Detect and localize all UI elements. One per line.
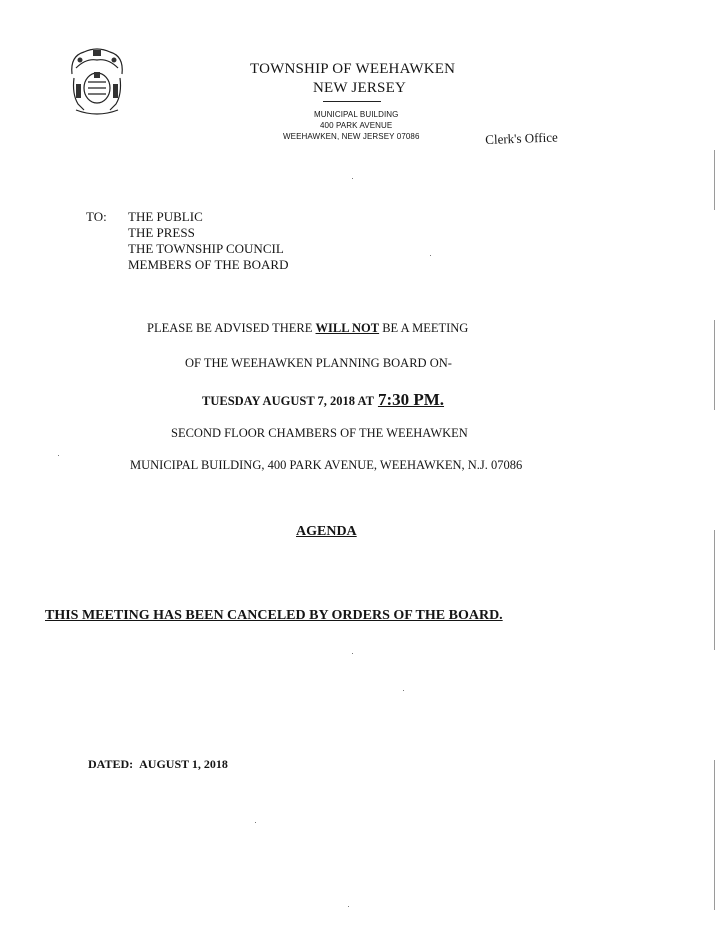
dated-label: DATED:: [88, 757, 134, 771]
notice-line-2: OF THE WEEHAWKEN PLANNING BOARD ON-: [185, 356, 452, 370]
dated-line: [88, 757, 228, 772]
meeting-time: 7:30 PM.: [377, 390, 445, 409]
scan-speck: [348, 906, 349, 907]
scan-speck: [403, 690, 404, 691]
meeting-date: TUESDAY AUGUST 7, 2018 AT: [202, 394, 374, 408]
scan-edge-mark: [714, 320, 715, 410]
scan-edge-mark: [714, 150, 715, 210]
notice-line-1-end: BE A MEETING: [379, 321, 469, 335]
scan-speck: [430, 255, 431, 256]
scan-speck: [352, 653, 353, 654]
township-title: TOWNSHIP OF WEEHAWKEN: [250, 61, 456, 77]
office-name: Clerk's Office: [485, 129, 558, 147]
canceled-notice: THIS MEETING HAS BEEN CANCELED BY ORDERS OF THE BOARD.: [45, 608, 503, 623]
notice-location-line-2: MUNICIPAL BUILDING, 400 PARK AVENUE, WEEHAWKEN, N.J. 07086: [130, 458, 523, 472]
address-line-street: 400 PARK AVENUE: [320, 121, 393, 130]
recipients-list: [128, 209, 288, 273]
notice-line-1-start: PLEASE BE ADVISED THERE: [147, 321, 316, 335]
scan-edge-mark: [714, 760, 715, 910]
scan-speck: [58, 455, 59, 456]
header-divider: [323, 101, 381, 102]
will-not-emphasis: WILL NOT: [315, 321, 380, 335]
recipient-item: THE PRESS: [128, 225, 195, 240]
meeting-date-line: [202, 390, 444, 410]
address-line-building: MUNICIPAL BUILDING: [314, 110, 399, 119]
recipient-item: THE PUBLIC: [128, 209, 203, 224]
township-seal-icon: [66, 44, 128, 116]
recipient-item: MEMBERS OF THE BOARD: [128, 257, 289, 272]
notice-location-line-1: SECOND FLOOR CHAMBERS OF THE WEEHAWKEN: [171, 426, 468, 440]
address-line-city: WEEHAWKEN, NEW JERSEY 07086: [283, 132, 420, 141]
scan-speck: [352, 178, 353, 179]
scan-edge-mark: [714, 530, 715, 650]
notice-line-1: [147, 321, 468, 336]
recipients-label: TO:: [86, 209, 107, 224]
state-name: NEW JERSEY: [313, 80, 406, 96]
scan-speck: [255, 822, 256, 823]
dated-value: AUGUST 1, 2018: [139, 757, 228, 771]
recipient-item: THE TOWNSHIP COUNCIL: [128, 241, 284, 256]
agenda-heading: AGENDA: [296, 524, 357, 539]
